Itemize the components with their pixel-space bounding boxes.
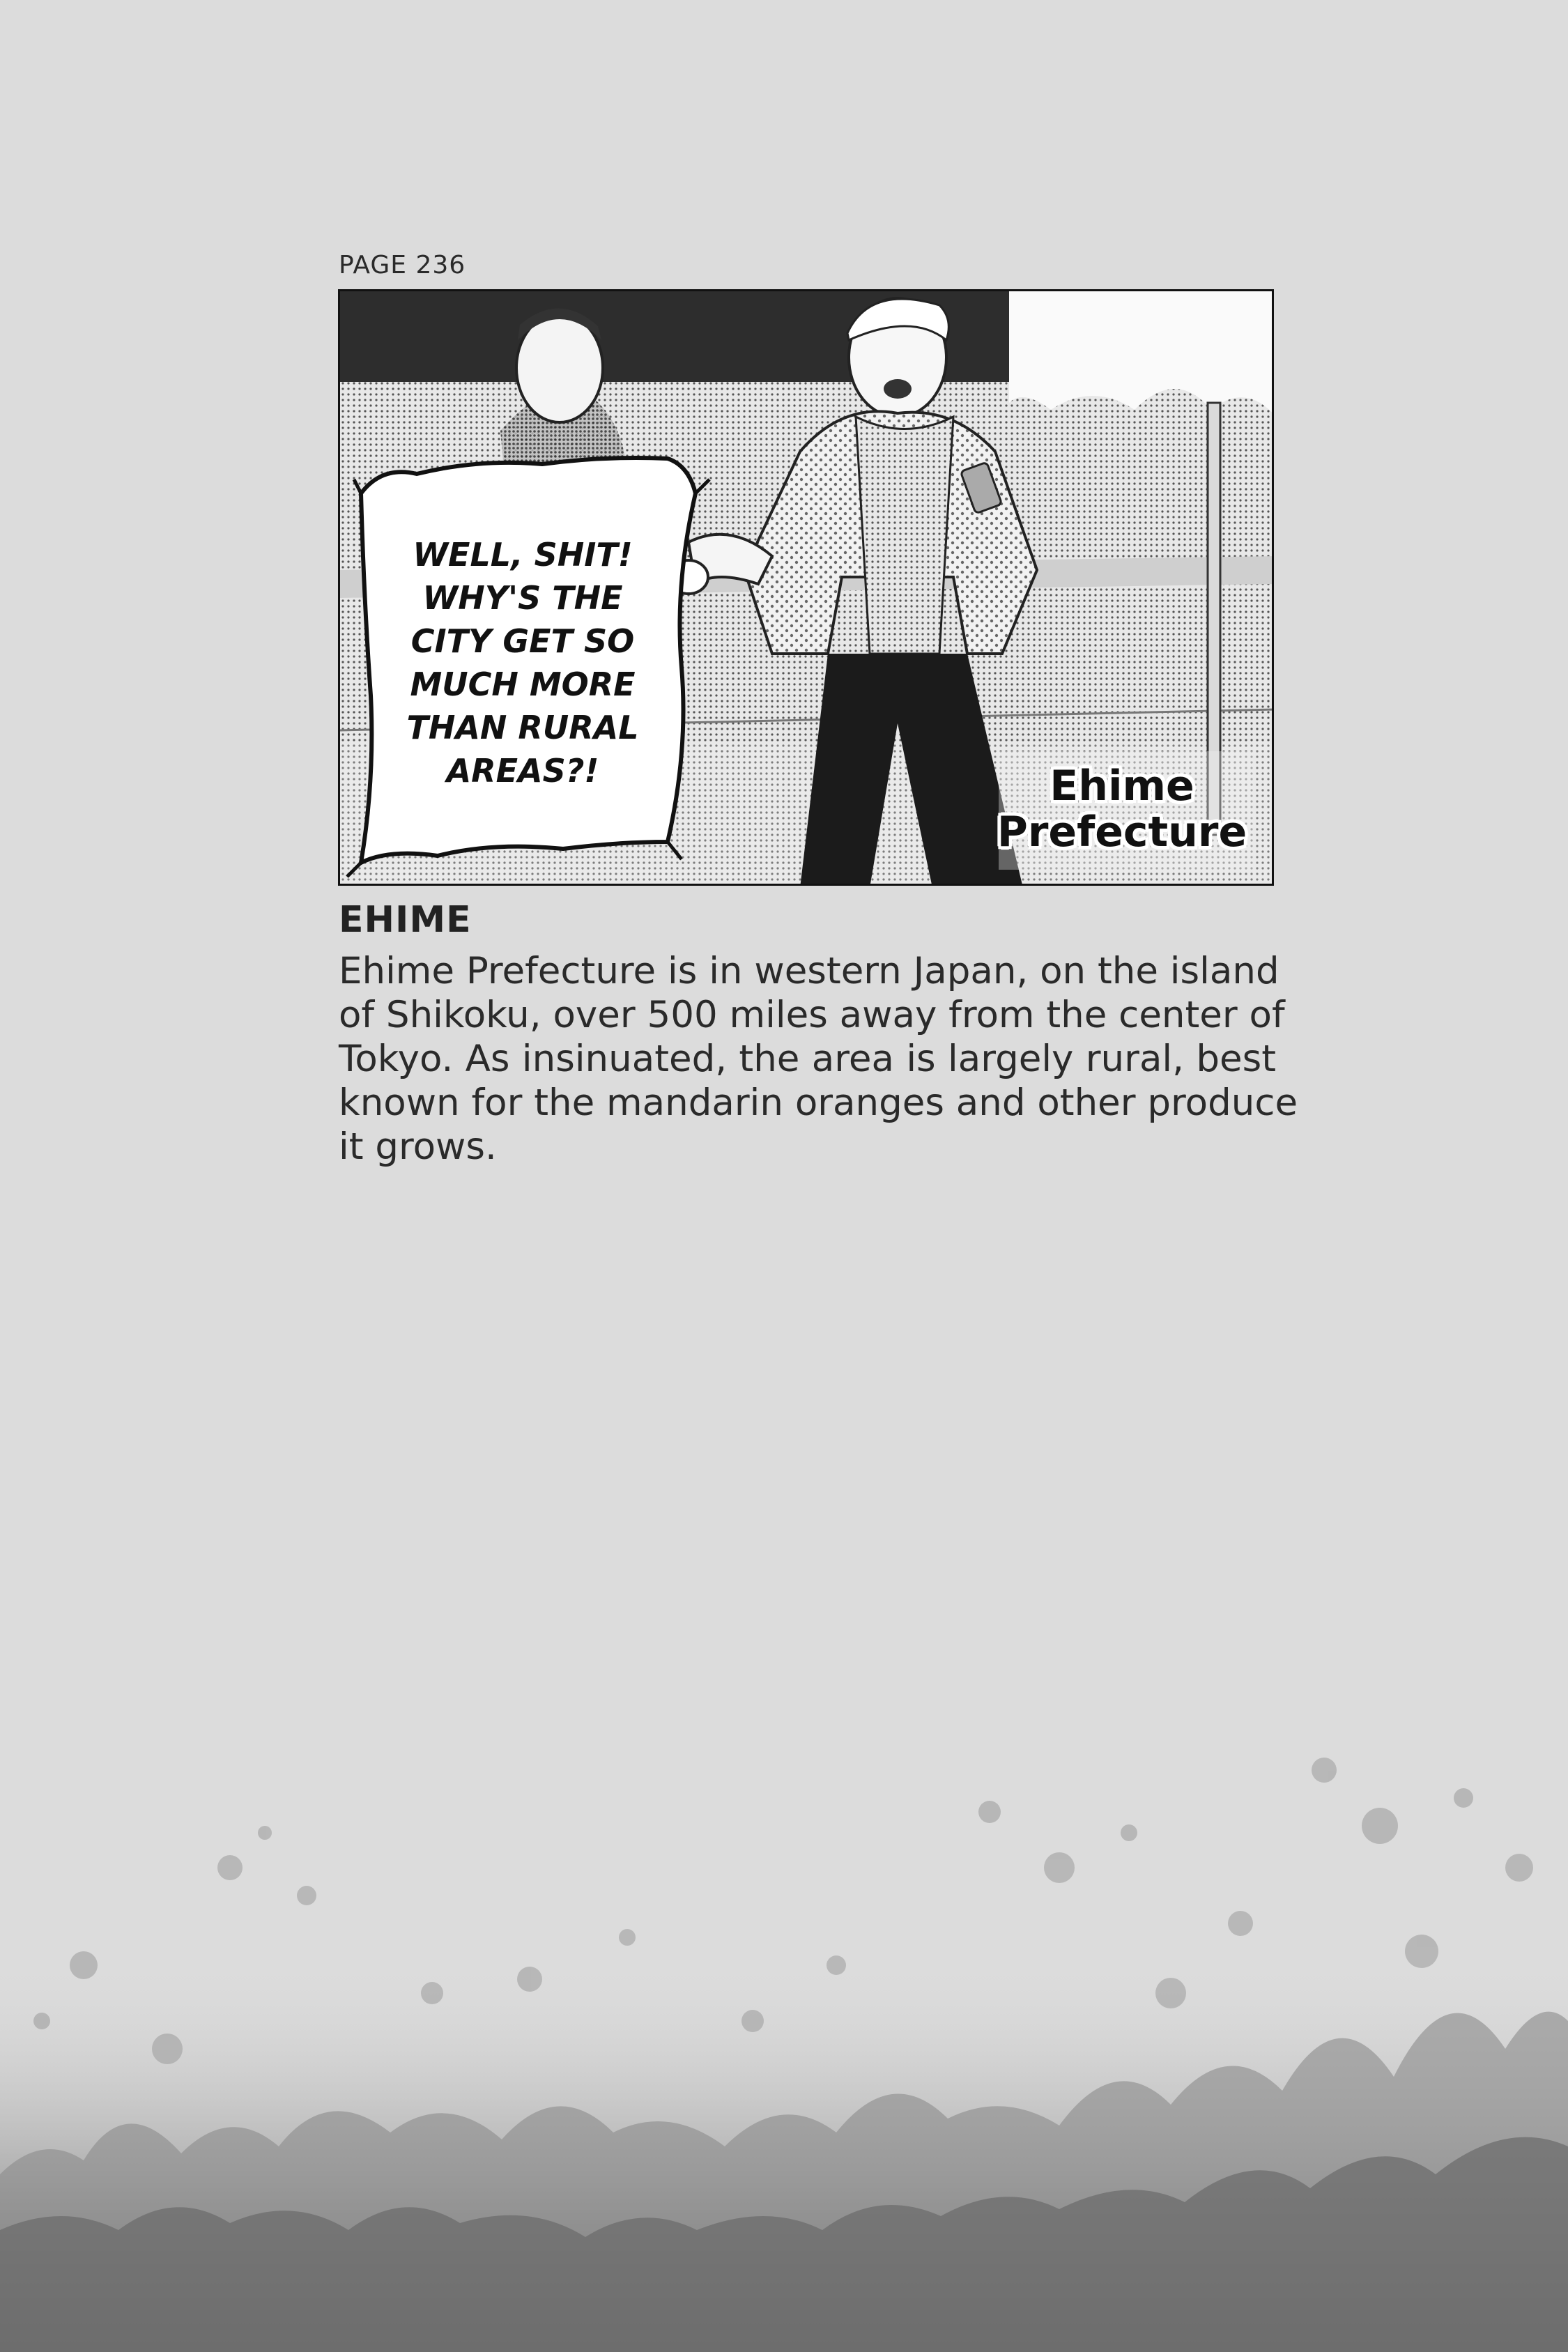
speech-line: THAN RURAL: [406, 709, 639, 746]
speech-line: MUCH MORE: [410, 666, 636, 703]
location-caption: [997, 763, 1247, 855]
caption-line: Ehime: [1050, 762, 1194, 810]
speech-line: AREAS?!: [446, 752, 599, 790]
page-number-label: PAGE 236: [339, 251, 466, 279]
caption-line: Prefecture: [997, 808, 1247, 856]
ink-splatter-background: [0, 1603, 1568, 2352]
body-line: Ehime Prefecture is in western Japan, on the island: [339, 950, 1279, 992]
body-line: of Shikoku, over 500 miles away from the center of: [339, 994, 1285, 1036]
body-line: known for the mandarin oranges and other produce: [339, 1082, 1298, 1124]
speech-balloon-text: [390, 533, 655, 792]
note-heading: EHIME: [339, 899, 472, 941]
speech-line: WHY'S THE: [422, 579, 623, 617]
note-body: [339, 949, 1298, 1169]
body-line: it grows.: [339, 1125, 497, 1168]
body-line: Tokyo. As insinuated, the area is largely rural, best: [339, 1038, 1276, 1080]
speech-line: WELL, SHIT!: [413, 536, 633, 574]
speech-line: CITY GET SO: [410, 622, 635, 660]
